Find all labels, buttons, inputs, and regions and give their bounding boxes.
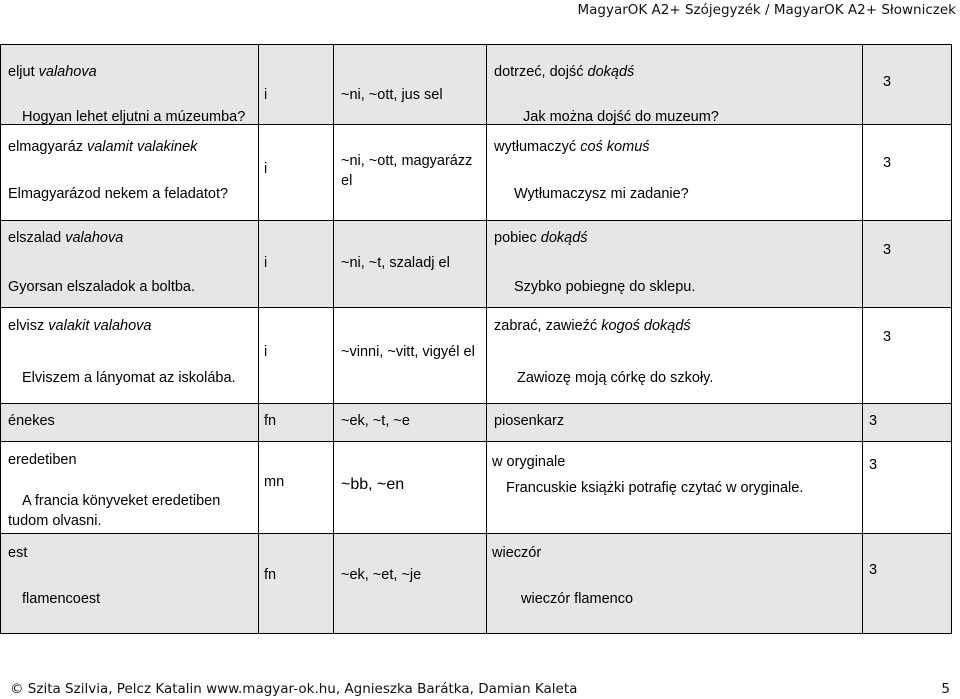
hu-cell bbox=[1, 308, 259, 404]
hu-example: Hogyan lehet eljutni a múzeumba? bbox=[22, 109, 246, 125]
hu-example: Elviszem a lányomat az iskolába. bbox=[22, 370, 236, 386]
chapter-cell bbox=[863, 534, 952, 634]
pl-cell bbox=[487, 534, 863, 634]
type-cell bbox=[259, 125, 334, 221]
pl-headword: zabrać, zawieźć kogoś dokądś bbox=[494, 318, 691, 334]
table-row bbox=[1, 125, 952, 221]
word-type: i bbox=[264, 344, 268, 360]
forms-cell bbox=[334, 442, 487, 534]
pl-cell bbox=[487, 308, 863, 404]
page-footer bbox=[10, 680, 950, 699]
type-cell bbox=[259, 45, 334, 125]
hu-headword: eljut valahova bbox=[8, 64, 97, 80]
word-type: fn bbox=[264, 567, 277, 583]
chapter-cell bbox=[863, 125, 952, 221]
hu-cell bbox=[1, 442, 259, 534]
forms-cell bbox=[334, 125, 487, 221]
hu-headword: elvisz valakit valahova bbox=[8, 318, 152, 334]
table-row bbox=[1, 442, 952, 534]
page-header: MagyarOK A2+ Szójegyzék / MagyarOK A2+ Słowniczek bbox=[577, 2, 956, 18]
chapter-cell bbox=[863, 442, 952, 534]
pl-cell bbox=[487, 125, 863, 221]
pl-example: wieczór flamenco bbox=[521, 591, 634, 607]
word-forms: ~ni, ~ott, jus sel bbox=[341, 87, 443, 103]
hu-headword: est bbox=[8, 545, 28, 561]
word-forms: ~ek, ~et, ~je bbox=[341, 567, 422, 583]
word-forms: ~vinni, ~vitt, vigyél el bbox=[341, 344, 475, 360]
hu-headword: elmagyaráz valamit valakinek bbox=[8, 139, 198, 155]
footer-credits: © Szita Szilvia, Pelcz Katalin www.magyar-ok.hu, Agnieszka Barátka, Damian Kaleta bbox=[10, 681, 578, 697]
pl-example: Jak można dojść do muzeum? bbox=[523, 109, 719, 125]
pl-headword: w oryginale bbox=[492, 454, 566, 470]
hu-example: A francia könyveket eredetiben tudom olvasni. bbox=[8, 493, 221, 529]
word-forms: ~ek, ~t, ~e bbox=[341, 413, 410, 429]
word-type: i bbox=[264, 255, 268, 271]
hu-example: Elmagyarázod nekem a feladatot? bbox=[8, 186, 229, 202]
table-row bbox=[1, 221, 952, 308]
page-number: 5 bbox=[941, 681, 950, 697]
type-cell bbox=[259, 221, 334, 308]
word-type: i bbox=[264, 87, 268, 103]
pl-headword: piosenkarz bbox=[494, 413, 565, 429]
word-type: mn bbox=[264, 474, 285, 490]
pl-cell bbox=[487, 45, 863, 125]
chapter-number: 3 bbox=[883, 74, 892, 90]
word-type: i bbox=[264, 161, 268, 177]
type-cell bbox=[259, 442, 334, 534]
hu-headword: énekes bbox=[8, 413, 55, 429]
pl-headword: wytłumaczyć coś komuś bbox=[494, 139, 650, 155]
word-type: fn bbox=[264, 413, 277, 429]
pl-example: Szybko pobiegnę do sklepu. bbox=[514, 279, 696, 295]
table-row bbox=[1, 45, 952, 125]
chapter-cell bbox=[863, 221, 952, 308]
vocabulary-table bbox=[0, 44, 952, 634]
forms-cell bbox=[334, 308, 487, 404]
hu-example: flamencoest bbox=[22, 591, 101, 607]
chapter-number: 3 bbox=[883, 242, 892, 258]
forms-cell bbox=[334, 221, 487, 308]
chapter-cell bbox=[863, 404, 952, 442]
chapter-number: 3 bbox=[869, 562, 878, 578]
pl-example: Wytłumaczysz mi zadanie? bbox=[514, 186, 689, 202]
forms-cell bbox=[334, 534, 487, 634]
chapter-cell bbox=[863, 308, 952, 404]
word-forms: ~bb, ~en bbox=[341, 476, 405, 493]
hu-cell bbox=[1, 45, 259, 125]
forms-cell bbox=[334, 404, 487, 442]
pl-headword: pobiec dokądś bbox=[494, 230, 588, 246]
hu-example: Gyorsan elszaladok a boltba. bbox=[8, 279, 195, 295]
chapter-cell bbox=[863, 45, 952, 125]
forms-cell bbox=[334, 45, 487, 125]
hu-headword: elszalad valahova bbox=[8, 230, 124, 246]
table-row bbox=[1, 404, 952, 442]
pl-cell bbox=[487, 221, 863, 308]
hu-cell bbox=[1, 125, 259, 221]
hu-headword: eredetiben bbox=[8, 452, 77, 468]
hu-cell bbox=[1, 221, 259, 308]
chapter-number: 3 bbox=[883, 329, 892, 345]
pl-cell bbox=[487, 404, 863, 442]
chapter-number: 3 bbox=[869, 413, 878, 429]
pl-example: Francuskie książki potrafię czytać w oryginale. bbox=[506, 480, 804, 496]
chapter-number: 3 bbox=[869, 457, 878, 473]
pl-cell bbox=[487, 442, 863, 534]
chapter-number: 3 bbox=[883, 155, 892, 171]
word-forms: ~ni, ~t, szaladj el bbox=[341, 255, 450, 271]
pl-headword: dotrzeć, dojść dokądś bbox=[494, 64, 635, 80]
type-cell bbox=[259, 308, 334, 404]
type-cell bbox=[259, 404, 334, 442]
table-row bbox=[1, 308, 952, 404]
hu-cell bbox=[1, 404, 259, 442]
pl-headword: wieczór bbox=[492, 545, 542, 561]
word-forms: ~ni, ~ott, magyarázz el bbox=[341, 153, 473, 189]
hu-cell bbox=[1, 534, 259, 634]
table-row bbox=[1, 534, 952, 634]
type-cell bbox=[259, 534, 334, 634]
pl-example: Zawiozę moją córkę do szkoły. bbox=[517, 370, 714, 386]
